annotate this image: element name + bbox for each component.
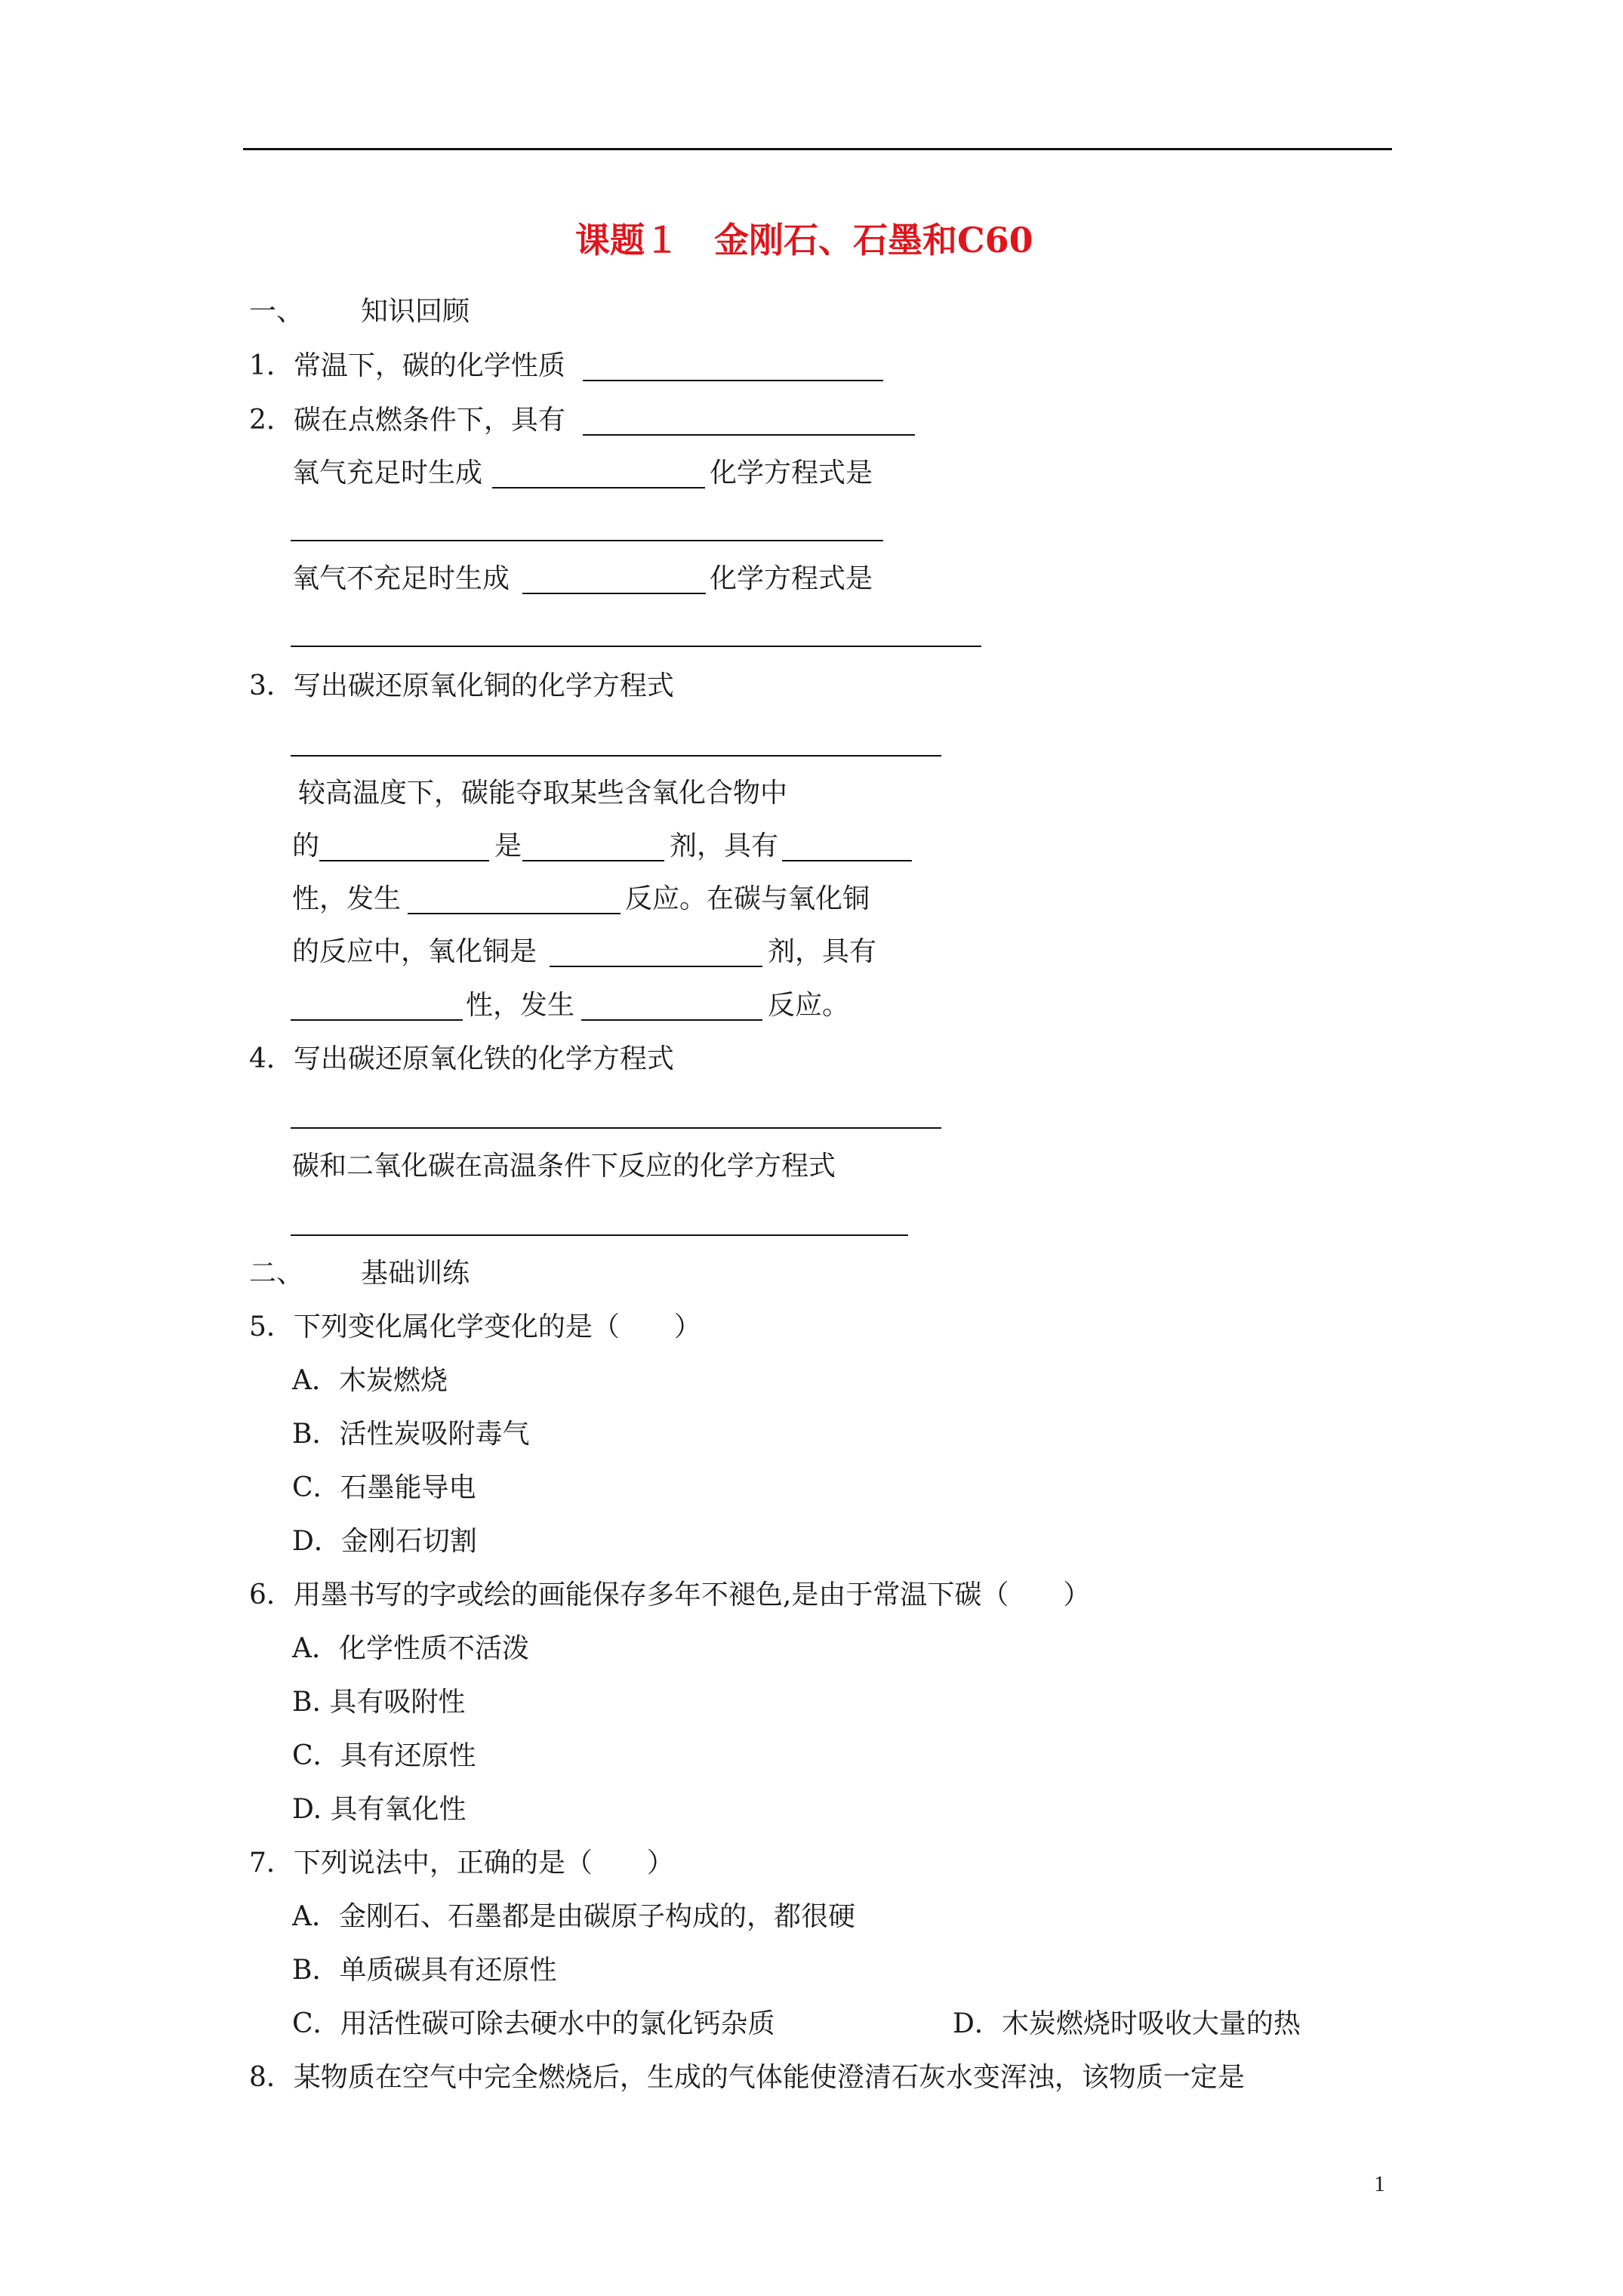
section-number: 二、 (249, 1258, 304, 1289)
answer-blank (319, 860, 489, 861)
section-heading: 基础训练 (361, 1258, 470, 1289)
question-2-line-a: 氧气充足时生成 (292, 458, 483, 488)
answer-blank (522, 593, 706, 594)
page-number: 1 (1374, 2171, 1385, 2196)
question-3-line-2a: 的 (292, 831, 320, 861)
option-d: D．木炭燃烧时吸收大量的热 (953, 2008, 1301, 2039)
option-b: B．单质碳具有还原性 (292, 1955, 557, 1986)
option-a: A．木炭燃烧 (292, 1365, 448, 1396)
question-2: 2．碳在点燃条件下，具有 (249, 405, 565, 436)
question-3-line-2b: 是 (494, 831, 522, 861)
answer-blank (583, 380, 883, 381)
option-a: A．金刚石、石墨都是由碳原子构成的，都很硬 (292, 1901, 855, 1932)
option-b: B. 具有吸附性 (292, 1687, 466, 1718)
question-3-line-4b: 剂，具有 (768, 936, 877, 967)
page-title: 课题１ 金刚石、石墨和C60 (575, 220, 1033, 260)
option-d: D．金刚石切割 (292, 1526, 477, 1557)
question-2-line-a-eq: 化学方程式是 (710, 458, 873, 488)
answer-blank (782, 860, 912, 861)
question-5: 5．下列变化属化学变化的是（ ） (249, 1311, 701, 1342)
section-number: 一、 (249, 296, 304, 327)
question-3-line-4a: 的反应中，氧化铜是 (292, 936, 537, 967)
question-3-line-5a: 性，发生 (466, 990, 575, 1021)
option-b: B．活性炭吸附毒气 (292, 1419, 530, 1450)
answer-blank (583, 434, 915, 436)
option-a: A．化学性质不活泼 (292, 1633, 529, 1664)
question-3-line-3a: 性，发生 (292, 883, 402, 914)
answer-blank (291, 755, 941, 757)
answer-blank (581, 1019, 762, 1021)
question-6: 6．用墨书写的字或绘的画能保存多年不褪色,是由于常温下碳（ ） (249, 1579, 1091, 1610)
answer-blank (291, 1234, 908, 1236)
header-rule (243, 148, 1392, 150)
question-3-line-2c: 剂，具有 (670, 831, 779, 861)
answer-blank (291, 540, 883, 541)
answer-blank (291, 646, 981, 647)
question-4: 4．写出碳还原氧化铁的化学方程式 (249, 1043, 674, 1074)
question-1: 1．常温下，碳的化学性质 (249, 350, 565, 381)
option-c: C．石墨能导电 (292, 1472, 476, 1503)
answer-blank (408, 913, 621, 914)
question-8: 8．某物质在空气中完全燃烧后，生成的气体能使澄清石灰水变浑浊，该物质一定是 (249, 2062, 1245, 2093)
option-c: C．具有还原性 (292, 1740, 476, 1771)
question-3-line-3b: 反应。在碳与氧化铜 (625, 883, 870, 914)
question-3: 3．写出碳还原氧化铜的化学方程式 (249, 670, 674, 701)
answer-blank (291, 1019, 463, 1021)
question-4-line-b: 碳和二氧化碳在高温条件下反应的化学方程式 (292, 1151, 836, 1182)
question-7: 7．下列说法中，正确的是（ ） (249, 1848, 674, 1878)
answer-blank (492, 487, 705, 488)
question-2-line-b-eq: 化学方程式是 (710, 563, 873, 594)
answer-blank (522, 860, 664, 861)
option-d: D. 具有氧化性 (292, 1794, 467, 1825)
question-3-line-1: 较高温度下，碳能夺取某些含氧化合物中 (298, 778, 788, 809)
question-3-line-5b: 反应。 (768, 990, 850, 1021)
section-heading: 知识回顾 (361, 296, 470, 327)
answer-blank (550, 966, 762, 967)
answer-blank (291, 1127, 941, 1129)
option-c: C．用活性碳可除去硬水中的氯化钙杂质 (292, 2008, 775, 2039)
question-2-line-b: 氧气不充足时生成 (292, 563, 510, 594)
